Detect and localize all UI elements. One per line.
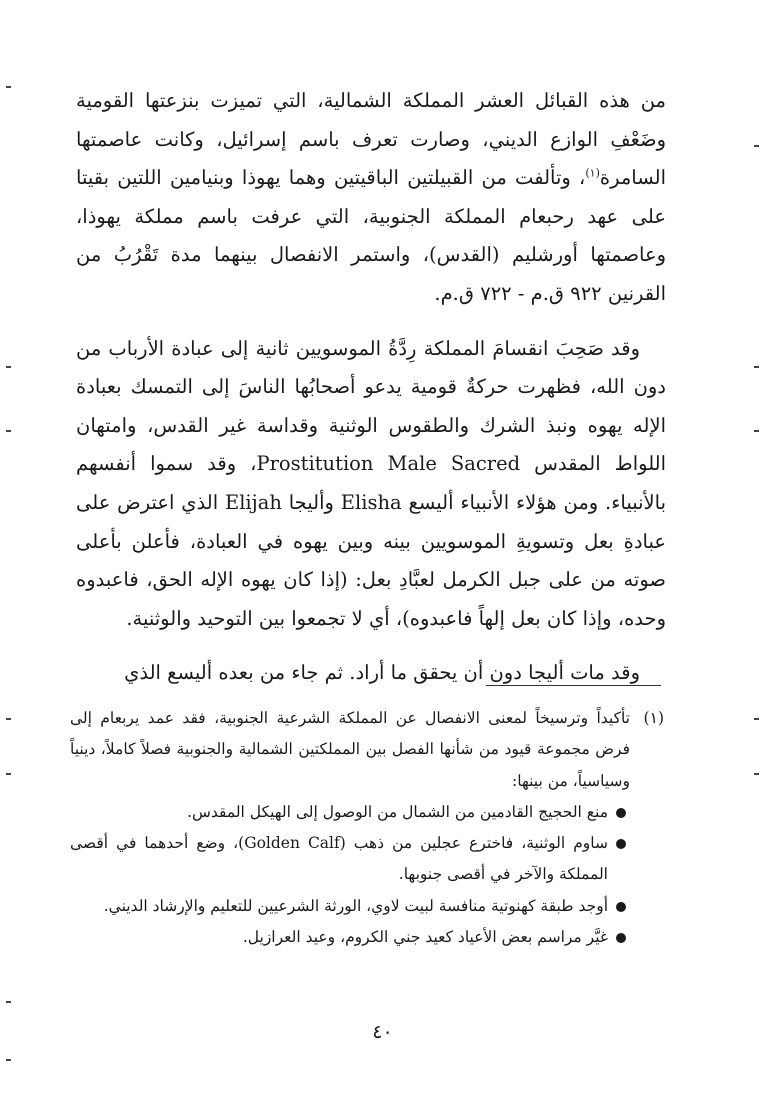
list-item — [70, 828, 630, 891]
list-item — [70, 891, 630, 922]
scan-mark — [6, 430, 11, 432]
bullet-icon — [608, 922, 630, 953]
scan-mark — [6, 1059, 11, 1061]
footnote-list — [70, 797, 664, 953]
paragraph-2-text-cont: الذي اعترض على عبادةِ بعل وتسويةِ الموسويين بينه وبين يهوه في العبادة، فأعلن بأعلى صوته من على جبل الكرمل لعبَّادِ بعل: (إذا كان يهوه الإله الحق، فاعبدوه وحده، وإذا كان بعل إلهاً فاعبدوه)، أي لا تجمعوا بين التوحيد والوثنية. — [76, 490, 666, 630]
bullet-icon — [608, 891, 630, 922]
bullet-icon — [608, 797, 630, 828]
footnote-separator — [486, 685, 661, 686]
scan-mark — [754, 773, 759, 775]
list-item-text: غيَّر مراسم بعض الأعياد كعيد جني الكروم، وعيد العرازيل. — [242, 928, 608, 947]
main-text — [76, 82, 666, 693]
scan-mark — [6, 86, 11, 88]
paragraph-1 — [76, 82, 666, 314]
paragraph-3 — [76, 654, 666, 693]
footnote-head — [70, 703, 664, 797]
footnote-intro: تأكيداً وترسيخاً لمعنى الانفصال عن المملكة الشرعية الجنوبية، فقد عمد يربعام إلى فرض مجموعة قيود من شأنها الفصل بين المملكتين الشمالية والجنوبية فصلاً كاملاً، دينياً وسياسياً، من بينها: — [70, 709, 630, 790]
list-item — [70, 922, 630, 953]
scan-mark — [6, 1001, 11, 1003]
paragraph-2-text-cont: ، وقد سموا أنفسهم بالأنبياء. ومن هؤلاء الأنبياء أليسع — [76, 452, 666, 514]
paragraph-2 — [76, 330, 666, 639]
scan-mark — [6, 366, 11, 368]
footnote — [70, 703, 664, 953]
paragraph-1-text-cont: ، وتألفت من القبيلتين الباقيتين وهما يهوذا وبنيامين اللتين بقيتا على عهد رحبعام المملكة الجنوبية، التي عرفت باسم مملكة يهوذا، وعاصمتها أورشليم (القدس)، واستمر الانفصال بينهما مدة تَقْرُبُ من القرنين ٩٢٢ ق.م - ٧٢٢ ق.م. — [76, 166, 666, 305]
list-item-text: أوجد طبقة كهنوتية منافسة لبيت لاوي، الورثة الشرعيين للتعليم والإرشاد الديني. — [103, 896, 608, 915]
page-number: ٤٠ — [372, 1021, 393, 1043]
latin-term: Prostitution Male Sacred — [256, 452, 521, 476]
list-item-text: منع الحجيج القادمين من الشمال من الوصول إلى الهيكل المقدس. — [187, 802, 608, 821]
list-item-text: ساوم الوثنية، فاخترع عجلين من ذهب (Golden Calf)، وضع أحدهما في أقصى المملكة والآخر في أقصى جنوبها. — [70, 834, 608, 884]
bullet-icon — [608, 828, 630, 891]
paragraph-3-text: وقد مات أليجا دون أن يحقق ما أراد. ثم جاء من بعده أليسع الذي — [124, 661, 640, 685]
latin-term: Elisha — [340, 490, 402, 514]
latin-term: Elijah — [224, 490, 282, 514]
paragraph-1-text: من هذه القبائل العشر المملكة الشمالية، التي تميزت بنزعتها القومية وضَعْفِ الوازع الديني، وصارت تعرف باسم إسرائيل، وكانت عاصمتها السامرة — [76, 89, 666, 190]
scan-mark — [6, 773, 11, 775]
scan-mark — [754, 145, 759, 147]
list-item — [70, 797, 630, 828]
scan-mark — [754, 430, 759, 432]
scan-mark — [754, 718, 759, 720]
footnote-reference: (١) — [585, 166, 600, 180]
paragraph-2-text-cont: وأليجا — [288, 490, 334, 514]
scan-mark — [754, 366, 759, 368]
scan-mark — [6, 718, 11, 720]
footnote-number: (١) — [643, 709, 664, 727]
paragraph-2-text: وقد صَحِبَ انقسامَ المملكة رِدَّةُ الموسويين ثانية إلى عبادة الأرباب من دون الله، فظهرت حركةٌ قومية يدعو أصحابُها الناسَ إلى التمسك بعبادة الإله يهوه ونبذ الشرك والطقوس الوثنية وقداسة غير القدس، وامتهان اللواط المقدس — [76, 336, 667, 476]
